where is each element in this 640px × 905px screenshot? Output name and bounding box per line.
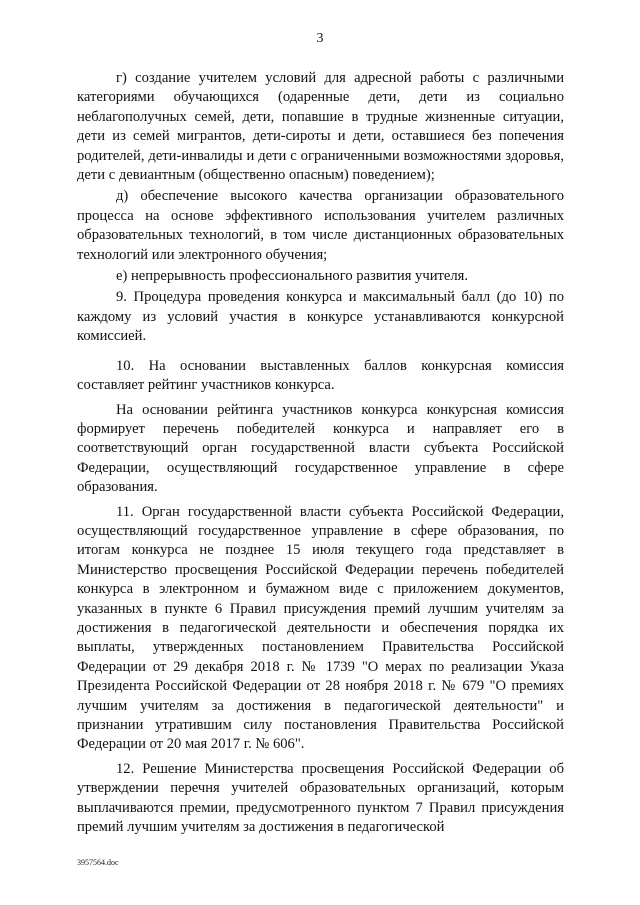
page-number: 3: [316, 31, 324, 46]
paragraph-item-e: е) непрерывность профессионального развития учителя.: [116, 268, 469, 285]
paragraph-point-10: 10. На основании выставленных баллов конкурсная комиссия составляет рейтинг участников конкурса.: [77, 357, 564, 394]
paragraph-item-d: д) обеспечение высокого качества организации образовательного процесса на основе эффективного использования учителем различных образовательных технологий, в том числе дистанционных образовательных технологий или электронного обучения;: [77, 188, 564, 263]
document-body: [77, 69, 564, 837]
paragraph-point-9: 9. Процедура проведения конкурса и максимальный балл (до 10) по каждому из условий участия в конкурсе устанавливаются конкурсной комиссией.: [77, 289, 564, 345]
paragraph-item-g: г) создание учителем условий для адресной работы с различными категориями обучающихся (одаренные дети, дети из социально неблагополучных семей, дети, попавшие в трудные жизненные ситуации, дети из семей мигрантов, дети-сироты и дети, оставшиеся без попечения родителей, дети-инвалиды и дети с ограниченными возможностями здоровья, дети с девиантным (общественно опасным) поведением);: [77, 70, 564, 184]
paragraph-point-10-continuation: На основании рейтинга участников конкурса конкурсная комиссия формирует перечень победителей конкурса и направляет его в соответствующий орган государственной власти субъекта Российской Федерации, осуществляющий государственное управление в сфере образования.: [77, 401, 564, 496]
paragraph-point-12: 12. Решение Министерства просвещения Российской Федерации об утверждении перечня учителей образовательных организаций, которым выплачиваются премии, предусмотренного пунктом 7 Правил присуждения премий лучшим учителям за достижения в педагогической: [77, 760, 564, 836]
footer-document-id: 3957564.doc: [77, 858, 119, 867]
paragraph-point-11: 11. Орган государственной власти субъекта Российской Федерации, осуществляющий государственное управление в сфере образования, по итогам конкурса не позднее 15 июля текущего года представляет в Министерство просвещения Российской Федерации перечень победителей конкурса в электронном и бумажном виде с приложением документов, указанных в пункте 6 Правил присуждения премий лучшим учителям за достижения в педагогической деятельности и обеспечения порядка их выплаты, утвержденных постановлением Правительства Российской Федерации от 29 декабря 2018 г. № 1739 "О мерах по реализации Указа Президента Российской Федерации от 28 ноября 2018 г. № 679 "О премиях лучшим учителям за достижения в педагогической деятельности" и признании утратившим силу постановления Правительства Российской Федерации от 20 мая 2017 г. № 606".: [77, 503, 564, 753]
